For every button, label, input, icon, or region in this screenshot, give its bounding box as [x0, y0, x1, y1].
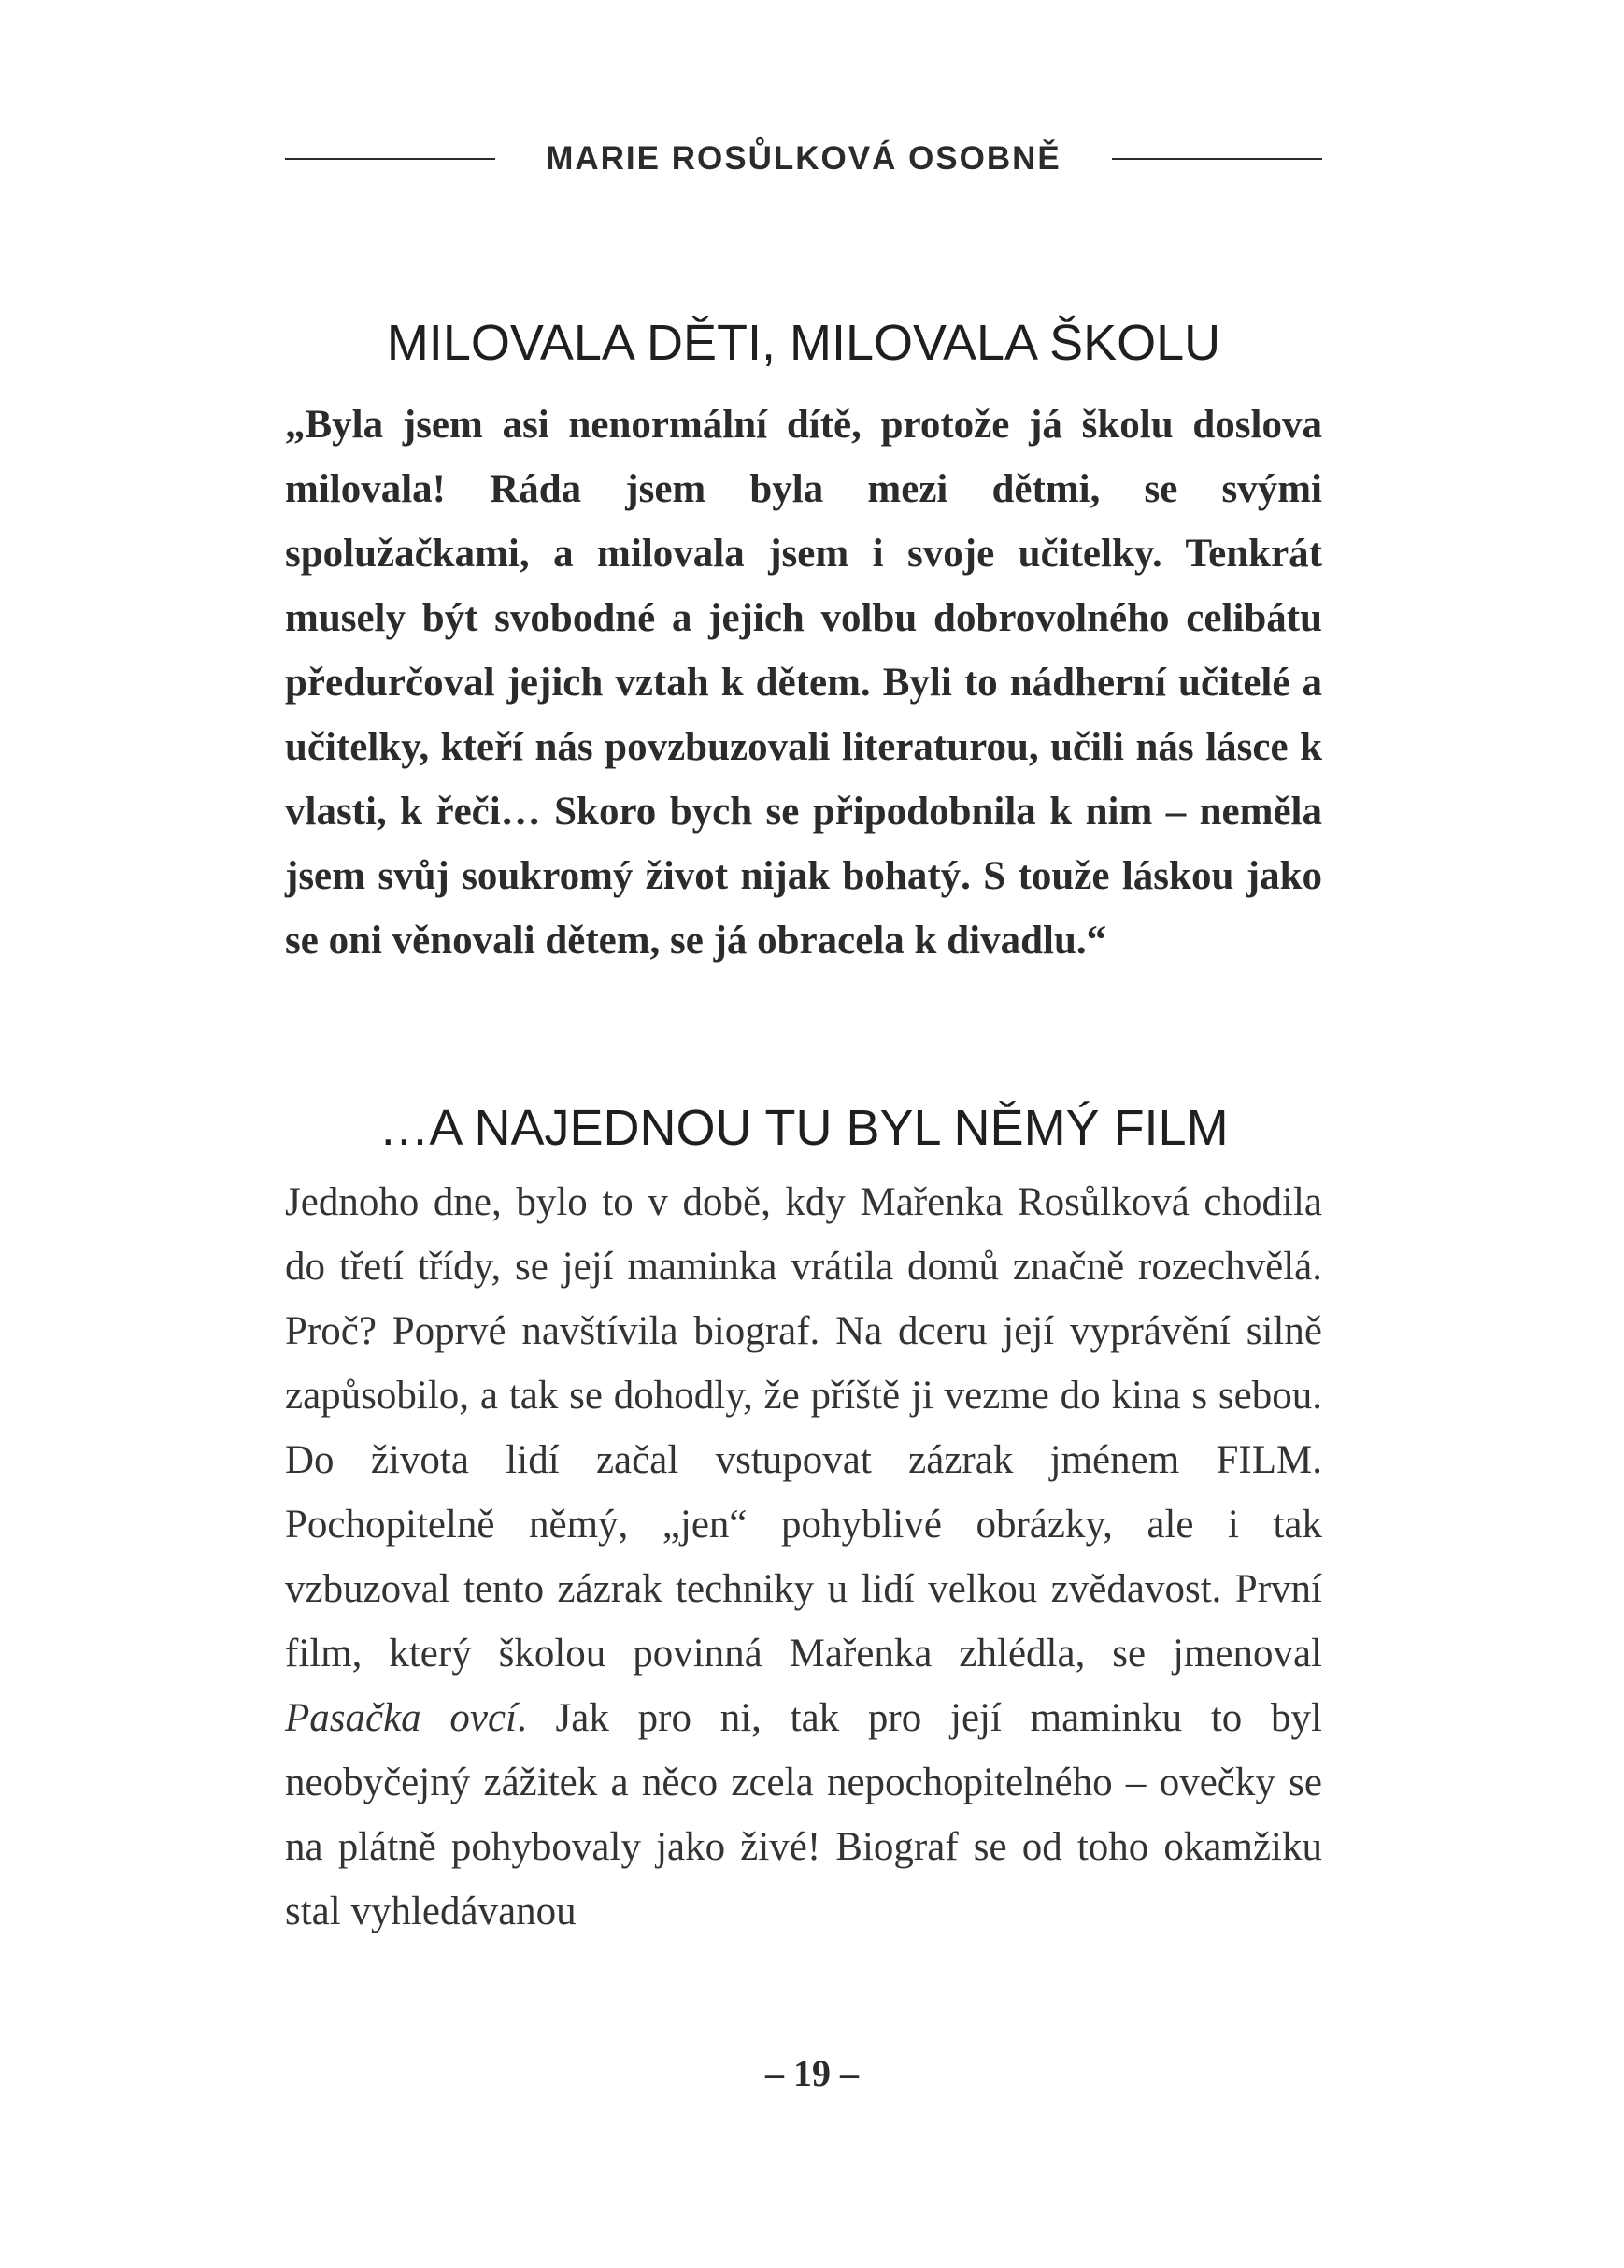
- section-heading-school: MILOVALA DĚTI, MILOVALA ŠKOLU: [386, 315, 1221, 371]
- body-paragraph: [285, 1170, 1322, 1944]
- film-title: Pasačka ovcí: [285, 1695, 518, 1740]
- header-rule-right: [1112, 158, 1322, 160]
- body-paragraph-part2: . Jak pro ni, tak pro její maminku to byl neobyčejný zážitek a něco zcela nepochopitelného – ovečky se na plátně pohybovaly jako živé! Biograf se od toho okamžiku stal vyhledávanou: [285, 1695, 1322, 1933]
- quote-paragraph: „Byla jsem asi nenormální dítě, protože já školu doslova milovala! Ráda jsem byla mezi dětmi, se svými spolužačkami, a milovala jsem i svoje učitelky. Tenkrát musely být svobodné a jejich volbu dobrovolného celibátu předurčoval jejich vztah k dětem. Byli to nádherní učitelé a učitelky, kteří nás povzbuzovali literaturou, učili nás lásce k vlasti, k řeči… Skoro bych se připodobnila k nim – neměla jsem svůj soukromý život nijak bohatý. S touže láskou jako se oni věnovali dětem, se já obracela k divadlu.“: [285, 402, 1322, 963]
- body-paragraph-part1: Jednoho dne, bylo to v době, kdy Mařenka Rosůlková chodila do třetí třídy, se její maminka vrátila domů značně rozechvělá. Proč? Poprvé navštívila biograf. Na dceru její vyprávění silně zapůsobilo, a tak se dohodly, že příště ji vezme do kina s sebou. Do života lidí začal vstupovat zázrak jménem FILM. Pochopitelně němý, „jen“ pohyblivé obrázky, ale i tak vzbuzoval tento zázrak techniky u lidí velkou zvědavost. První film, který školou povinná Mařenka zhlédla, se jmenoval: [285, 1179, 1322, 1676]
- section-school: [285, 313, 1322, 973]
- header-rule-left: [285, 158, 495, 160]
- running-header-title: MARIE ROSŮLKOVÁ OSOBNĚ: [546, 140, 1061, 177]
- page-number: – 19 –: [765, 2052, 859, 2094]
- running-header: [285, 131, 1322, 187]
- section-heading-silent-film: …A NAJEDNOU TU BYL NĚMÝ FILM: [378, 1100, 1229, 1156]
- section-silent-film: [285, 1098, 1322, 1944]
